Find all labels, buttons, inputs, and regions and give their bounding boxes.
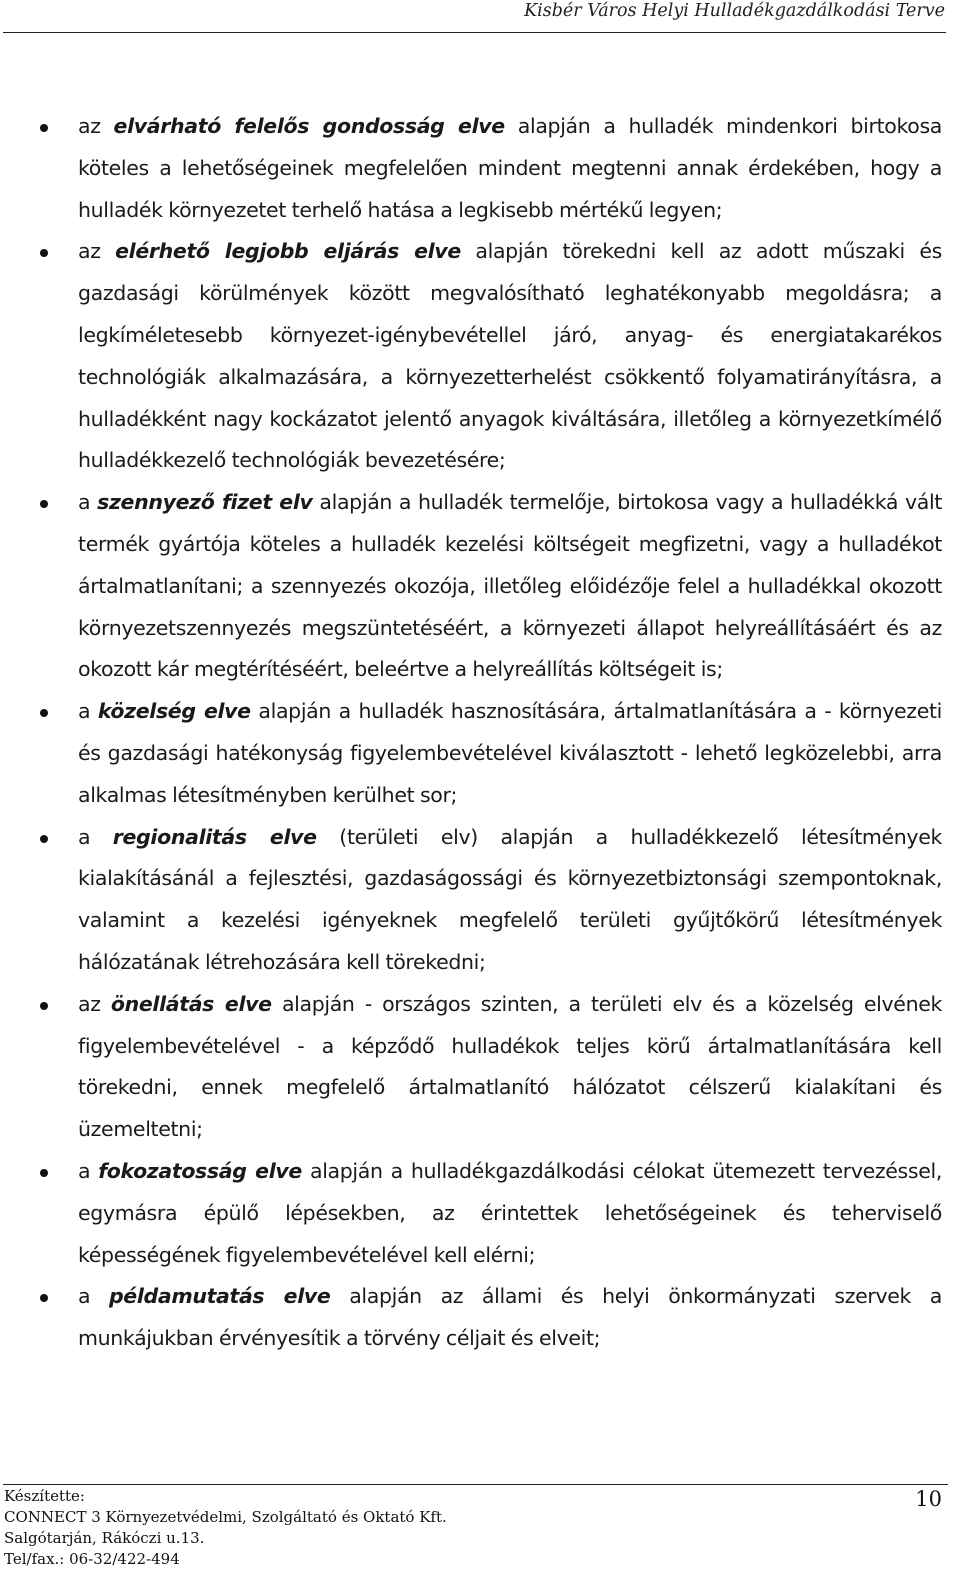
bullet-icon [40,249,48,257]
footer-label: Készítette: [4,1487,85,1505]
principle-lead: a [78,824,113,849]
principle-lead: a [78,490,98,515]
principle-text: alapján a hulladék hasznosítására, ártalmatlanítására a - környezeti és gazdasági hatékonyság figyelembevételével kiválasztott - lehető legközelebbi, arra alkalmas létesítményben kerülhet sor; [78,699,942,807]
bullet-icon [40,1002,48,1010]
list-item [78,106,942,231]
principle-text: alapján - országos szinten, a területi elv és a közelség elvének figyelembevételével - a képződő hulladékok teljes körű ártalmatlanítására kell törekedni, ennek megfelelő ártalmatlanító hálózatot célszerű kialakítani és üzemeltetni; [78,991,942,1142]
list-item [78,817,942,984]
list-item [78,482,942,691]
principle-lead: a [78,1284,109,1309]
footer-info [4,1486,447,1570]
bullet-icon [40,1169,48,1177]
bullet-icon [40,709,48,717]
principle-name: elvárható felelős gondosság elve [113,114,505,138]
list-item [78,231,942,482]
document-title: Kisbér Város Helyi Hulladékgazdálkodási Terve [524,1,945,21]
footer-company: CONNECT 3 Környezetvédelmi, Szolgáltató és Oktató Kft. [4,1508,447,1526]
principle-text: alapján a hulladék mindenkori birtokosa köteles a lehetőségeinek megfelelően mindent megtenni annak érdekében, hogy a hulladék környezetet terhelő hatása a legkisebb mértékű legyen; [78,114,943,222]
principle-name: önellátás elve [110,991,272,1016]
footer-phone: Tel/fax.: 06-32/422-494 [4,1550,180,1568]
principle-name: közelség elve [97,699,251,724]
page-header [0,0,960,34]
principle-lead: az [78,991,111,1016]
principle-name: szennyező fizet elv [97,490,313,515]
list-item [78,691,942,816]
list-item [78,984,942,1151]
principle-lead: a [78,699,98,724]
bullet-icon [40,124,48,132]
header-rule [3,32,946,33]
bullet-icon [40,500,48,508]
page-number: 10 [915,1487,942,1511]
principle-text: alapján az állami és helyi önkormányzati szervek a munkájukban érvényesítik a törvény céljait és elveit; [78,1284,942,1351]
principle-name: elérhető legjobb eljárás elve [115,239,461,264]
principle-text: (területi elv) alapján a hulladékkezelő létesítmények kialakításánál a fejlesztési, gazdaságossági és környezetbiztonsági szempontoknak, valamint a kezelési igényeknek megfelelő területi gyűjtőkörű létesítmények hálózatának létrehozására kell törekedni; [78,824,942,974]
list-item [78,1151,942,1276]
principle-lead: a [78,1158,99,1183]
list-item [78,1276,942,1360]
document-body [0,106,960,1360]
page-footer [0,1481,960,1573]
principle-text: alapján a hulladékgazdálkodási célokat ütemezett tervezéssel, egymásra épülő lépésekben, az érintettek lehetőségeinek és teherviselő képességének figyelembevételével kell elérni; [78,1158,942,1267]
footer-address: Salgótarján, Rákóczi u.13. [4,1529,205,1547]
principle-lead: az [78,114,114,138]
principle-name: regionalitás elve [112,824,317,849]
principle-text: alapján törekedni kell az adott műszaki és gazdasági körülmények között megvalósítható leghatékonyabb megoldásra; a legkíméletesebb környezet-igénybevétellel járó, anyag- és energiatakarékos technológiák alkalmazására, a környezetterhelést csökkentő folyamatirányításra, a hulladékként nagy kockázatot jelentő anyagok kiváltására, illetőleg a környezetkímélő hulladékkezelő technológiák bevezetésére; [78,239,942,473]
principle-name: fokozatosság elve [98,1158,302,1183]
principle-lead: az [78,239,116,264]
bullet-icon [40,835,48,843]
principle-text: alapján a hulladék termelője, birtokosa vagy a hulladékká vált termék gyártója köteles a hulladék kezelési költségeit megfizetni, vagy a hulladékot ártalmatlanítani; a szennyezés okozója, illetőleg előidézője felel a hulladékkal okozott környezetszennyezés megszüntetéséért, a környezeti állapot helyreállításáért és az okozott kár megtérítéséért, beleértve a helyreállítás költségeit is; [78,490,942,682]
bullet-icon [40,1294,48,1302]
footer-rule [3,1484,948,1485]
principle-name: példamutatás elve [108,1284,331,1309]
principles-list [0,106,960,1360]
